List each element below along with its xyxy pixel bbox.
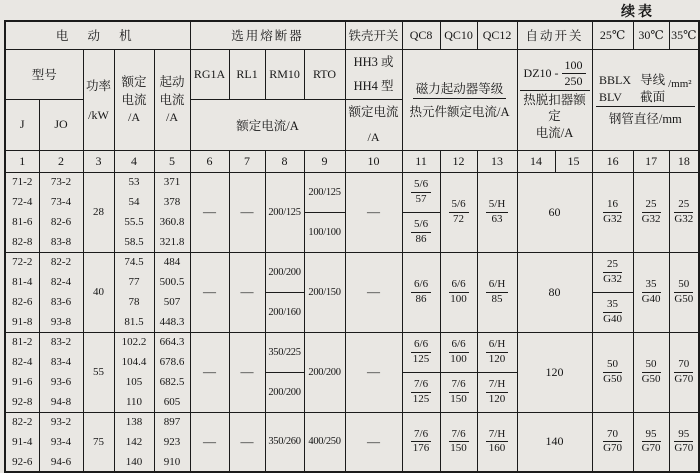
cell-rated-current: 102.2	[114, 332, 154, 352]
cell-power: 28	[83, 172, 114, 252]
pipe-diameter-label: 钢管直径/mm	[608, 112, 682, 127]
cell-wire-30c	[633, 332, 669, 412]
cell-starter-qc8	[402, 332, 440, 372]
cell-start-current: 678.6	[154, 352, 190, 372]
cell-rated-current: 74.5	[114, 252, 154, 272]
cell-rated-current: 77	[114, 272, 154, 292]
cell-starter-qc12	[477, 252, 517, 332]
dz-fraction	[562, 58, 586, 89]
cell-rated-current: 58.5	[114, 232, 154, 252]
cell-start-current: 500.5	[154, 272, 190, 292]
fraction-value: $\frac{6/6}{100}$	[450, 337, 467, 365]
cell-fuse-rl1: —	[229, 332, 265, 412]
cell-model-j: 81-4	[5, 272, 39, 292]
column-number: 7	[229, 150, 265, 172]
cell-fuse-rg1a: —	[190, 172, 229, 252]
magnetic-grade-label: 磁力起动器等级	[413, 79, 507, 99]
column-number: 10	[345, 150, 402, 172]
cell-model-jo: 83-8	[39, 232, 83, 252]
cell-fuse-rm10: 200/160	[265, 292, 304, 332]
column-number: 5	[154, 150, 190, 172]
dz-denominator: 250	[564, 74, 583, 89]
header-fuse-group: 选用熔断器	[190, 21, 345, 49]
header-start-current	[154, 49, 190, 150]
cell-wire-35c	[669, 172, 699, 252]
cell-fuse-rto: 200/125	[304, 172, 345, 212]
cell-model-jo: 83-6	[39, 292, 83, 312]
cell-rated-current: 55.5	[114, 212, 154, 232]
rated-label-1: 额定	[121, 74, 147, 89]
dz-numerator: 100	[562, 58, 586, 74]
fraction-value: $\frac{50}{G50}$	[674, 277, 694, 305]
cell-model-jo: 93-2	[39, 412, 83, 432]
column-number: 13	[477, 150, 517, 172]
wire-label-2: 截面	[640, 89, 666, 104]
cell-starter-qc8	[402, 212, 440, 252]
cell-power: 55	[83, 332, 114, 412]
fraction-value: $\frac{25}{G32}$	[674, 197, 694, 225]
fraction-value: $\frac{95}{G70}$	[674, 427, 694, 455]
cell-breaker-current: 140	[517, 412, 592, 472]
cell-rated-current: 54	[114, 192, 154, 212]
power-unit: /kW	[88, 108, 109, 123]
fraction-value: $\frac{5/6}{72}$	[449, 198, 469, 227]
cell-fuse-rl1: —	[229, 412, 265, 472]
cell-start-current: 507	[154, 292, 190, 312]
header-row-sub1	[5, 49, 699, 100]
cell-power: 40	[83, 252, 114, 332]
wire-type-blv: BLV	[599, 89, 622, 104]
column-number: 9	[304, 150, 345, 172]
cell-starter-qc8	[402, 412, 440, 472]
cell-model-j: 92-6	[5, 452, 39, 472]
cell-model-j: 92-8	[5, 392, 39, 412]
cell-model-jo: 93-6	[39, 372, 83, 392]
cell-start-current: 682.5	[154, 372, 190, 392]
cell-model-jo: 82-6	[39, 212, 83, 232]
fraction-value: $\frac{5/H}{63}$	[486, 198, 509, 227]
cell-model-j: 91-8	[5, 312, 39, 332]
cell-wire-35c	[669, 252, 699, 332]
fraction-value: $\frac{6/6}{100}$	[450, 277, 467, 305]
column-number: 16	[592, 150, 633, 172]
header-magnetic-starter	[402, 49, 517, 150]
cell-wire-25c	[592, 412, 633, 472]
cell-fuse-rg1a: —	[190, 412, 229, 472]
thermal-element-label: 热元件额定电流/A	[409, 105, 510, 120]
column-number: 1	[5, 150, 39, 172]
cell-model-jo: 94-8	[39, 392, 83, 412]
cell-wire-30c	[633, 252, 669, 332]
column-number: 15	[555, 150, 592, 172]
cell-rated-current: 142	[114, 432, 154, 452]
column-number: 8	[265, 150, 304, 172]
cell-start-current: 448.3	[154, 312, 190, 332]
fraction-value: $\frac{35}{G40}$	[603, 297, 623, 325]
fraction-value: $\frac{70}{G70}$	[674, 357, 694, 385]
cell-model-jo: 73-2	[39, 172, 83, 192]
fraction-value: $\frac{6/6}{125}$	[412, 337, 430, 365]
cell-start-current: 378	[154, 192, 190, 212]
cell-breaker-current: 80	[517, 252, 592, 332]
cell-starter-qc8	[402, 252, 440, 332]
dz-prefix: DZ10 -	[523, 65, 559, 80]
wire-type-bblx: BBLX	[599, 72, 632, 87]
cell-model-jo: 93-8	[39, 312, 83, 332]
fraction-value: $\frac{70}{G70}$	[603, 427, 623, 455]
start-label-1: 起动	[159, 74, 185, 89]
rated-unit: /A	[128, 110, 140, 125]
fraction-value: $\frac{7/H}{120}$	[486, 378, 509, 407]
hh-rated-line1: 额定电流	[348, 105, 399, 120]
column-number: 17	[633, 150, 669, 172]
header-qc10: QC10	[440, 21, 477, 49]
cell-model-j: 91-4	[5, 432, 39, 452]
fraction-value: $\frac{7/6}{150}$	[450, 377, 467, 405]
header-breaker	[517, 49, 592, 150]
fraction-value: $\frac{35}{G40}$	[641, 277, 661, 305]
cell-breaker-current: 120	[517, 332, 592, 412]
header-temp-30: 30℃	[633, 21, 669, 49]
cell-breaker-current: 60	[517, 172, 592, 252]
header-wire	[592, 49, 699, 150]
motor-selection-table	[4, 20, 700, 473]
hh-type-line2: HH4 型	[353, 79, 394, 94]
table-row	[5, 172, 699, 192]
cell-fuse-rto: 400/250	[304, 412, 345, 472]
cell-fuse-rto: 200/150	[304, 252, 345, 332]
cell-model-j: 81-2	[5, 332, 39, 352]
column-number: 12	[440, 150, 477, 172]
cell-model-j: 72-2	[5, 252, 39, 272]
cell-wire-25c	[592, 252, 633, 292]
fraction-value: $\frac{25}{G32}$	[603, 257, 623, 285]
fraction-value: $\frac{50}{G50}$	[603, 357, 623, 385]
wire-label-1: 导线	[640, 72, 666, 87]
cell-rated-current: 104.4	[114, 352, 154, 372]
cell-model-jo: 94-6	[39, 452, 83, 472]
cell-wire-25c	[592, 172, 633, 252]
cell-model-j: 82-2	[5, 412, 39, 432]
header-jo: JO	[39, 100, 83, 151]
cell-start-current: 321.8	[154, 232, 190, 252]
start-unit: /A	[166, 110, 179, 125]
cell-model-jo: 82-4	[39, 272, 83, 292]
continued-table-label: 续表	[621, 5, 655, 20]
cell-rated-current: 53	[114, 172, 154, 192]
cell-fuse-rto: 200/200	[304, 332, 345, 412]
header-auto-switch: 自动开关	[517, 21, 592, 49]
cell-model-jo: 73-4	[39, 192, 83, 212]
table-row	[5, 412, 699, 432]
cell-wire-25c	[592, 292, 633, 332]
cell-start-current: 897	[154, 412, 190, 432]
header-rm10: RM10	[265, 49, 304, 100]
cell-wire-35c	[669, 412, 699, 472]
cell-switch-hh: —	[345, 332, 402, 412]
header-fuse-rated: 额定电流/A	[190, 100, 345, 151]
table-row	[5, 332, 699, 352]
cell-rated-current: 110	[114, 392, 154, 412]
cell-rated-current: 138	[114, 412, 154, 432]
column-number: 6	[190, 150, 229, 172]
cell-rated-current: 78	[114, 292, 154, 312]
cell-model-j: 82-4	[5, 352, 39, 372]
header-ironclad-switch: 铁壳开关	[345, 21, 402, 49]
header-power	[83, 49, 114, 150]
cell-model-j: 91-6	[5, 372, 39, 392]
wire-unit: /mm²	[668, 77, 692, 90]
column-number: 4	[114, 150, 154, 172]
fraction-value: $\frac{6/6}{86}$	[411, 278, 431, 307]
cell-model-j: 82-8	[5, 232, 39, 252]
cell-model-jo: 82-2	[39, 252, 83, 272]
header-qc8: QC8	[402, 21, 440, 49]
column-number: 18	[669, 150, 699, 172]
header-row-groups	[5, 21, 699, 49]
cell-switch-hh: —	[345, 252, 402, 332]
fraction-value: $\frac{5/6}{57}$	[411, 178, 431, 207]
start-label-2: 电流	[159, 92, 185, 107]
cell-start-current: 360.8	[154, 212, 190, 232]
trip-label-2: 电流/A	[535, 125, 574, 140]
fraction-value: $\frac{7/6}{150}$	[450, 427, 467, 455]
cell-starter-qc12	[477, 412, 517, 472]
cell-switch-hh: —	[345, 412, 402, 472]
cell-start-current: 605	[154, 392, 190, 412]
header-rto: RTO	[304, 49, 345, 100]
fraction-value: $\frac{50}{G50}$	[641, 357, 661, 385]
cell-starter-qc8	[402, 172, 440, 212]
fraction-value: $\frac{5/6}{86}$	[411, 218, 431, 247]
header-motor-group: 电 动 机	[5, 21, 190, 49]
header-hh-type	[345, 49, 402, 100]
column-numbers-row	[5, 150, 699, 172]
cell-model-j: 81-6	[5, 212, 39, 232]
fraction-value: $\frac{25}{G32}$	[641, 197, 661, 225]
trip-label-1: 热脱扣器额定	[523, 93, 586, 124]
cell-rated-current: 81.5	[114, 312, 154, 332]
column-number: 14	[517, 150, 555, 172]
cell-starter-qc10	[440, 252, 477, 332]
cell-starter-qc12	[477, 172, 517, 252]
power-label: 功率	[85, 78, 111, 93]
cell-wire-30c	[633, 172, 669, 252]
cell-fuse-rl1: —	[229, 252, 265, 332]
header-qc12: QC12	[477, 21, 517, 49]
cell-model-jo: 83-4	[39, 352, 83, 372]
cell-fuse-rm10: 200/125	[265, 172, 304, 252]
cell-starter-qc10	[440, 172, 477, 252]
cell-fuse-rg1a: —	[190, 252, 229, 332]
fraction-value: $\frac{7/6}{125}$	[412, 377, 430, 405]
cell-starter-qc12	[477, 332, 517, 372]
cell-fuse-rm10: 350/260	[265, 412, 304, 472]
cell-model-jo: 93-4	[39, 432, 83, 452]
cell-fuse-rm10: 200/200	[265, 372, 304, 412]
wire-section-top	[596, 72, 695, 108]
header-rated-current	[114, 49, 154, 150]
hh-type-line1: HH3 或	[353, 54, 394, 69]
cell-fuse-rm10: 200/200	[265, 252, 304, 292]
column-number: 2	[39, 150, 83, 172]
fraction-value: $\frac{16}{G32}$	[603, 197, 623, 225]
column-number: 3	[83, 150, 114, 172]
column-number: 11	[402, 150, 440, 172]
header-hh-rated	[345, 100, 402, 151]
cell-model-j: 82-6	[5, 292, 39, 312]
cell-start-current: 910	[154, 452, 190, 472]
cell-fuse-rg1a: —	[190, 332, 229, 412]
cell-start-current: 484	[154, 252, 190, 272]
cell-model-j: 72-4	[5, 192, 39, 212]
fraction-value: $\frac{7/H}{160}$	[486, 428, 509, 457]
cell-rated-current: 105	[114, 372, 154, 392]
cell-start-current: 923	[154, 432, 190, 452]
cell-switch-hh: —	[345, 172, 402, 252]
cell-starter-qc8	[402, 372, 440, 412]
cell-starter-qc12	[477, 372, 517, 412]
cell-starter-qc10	[440, 412, 477, 472]
cell-starter-qc10	[440, 332, 477, 372]
header-rl1: RL1	[229, 49, 265, 100]
cell-fuse-rl1: —	[229, 172, 265, 252]
hh-rated-unit: /A	[367, 129, 380, 144]
cell-fuse-rm10: 350/225	[265, 332, 304, 372]
rated-label-2: 电流	[121, 92, 147, 107]
fraction-value: $\frac{6/H}{85}$	[486, 278, 509, 307]
fraction-value: $\frac{6/H}{120}$	[486, 338, 509, 367]
cell-wire-35c	[669, 332, 699, 412]
header-model: 型号	[5, 49, 83, 100]
table-row	[5, 252, 699, 272]
header-j: J	[5, 100, 39, 151]
fraction-value: $\frac{7/6}{176}$	[412, 427, 430, 455]
cell-fuse-rto: 100/100	[304, 212, 345, 252]
cell-model-j: 71-2	[5, 172, 39, 192]
cell-model-jo: 83-2	[39, 332, 83, 352]
cell-start-current: 664.3	[154, 332, 190, 352]
cell-wire-30c	[633, 412, 669, 472]
header-temp-25: 25℃	[592, 21, 633, 49]
fraction-value: $\frac{95}{G70}$	[641, 427, 661, 455]
cell-wire-25c	[592, 332, 633, 412]
dz-model	[520, 58, 590, 91]
cell-start-current: 371	[154, 172, 190, 192]
header-rg1a: RG1A	[190, 49, 229, 100]
cell-rated-current: 140	[114, 452, 154, 472]
header-temp-35: 35℃	[669, 21, 699, 49]
cell-starter-qc10	[440, 372, 477, 412]
cell-power: 75	[83, 412, 114, 472]
